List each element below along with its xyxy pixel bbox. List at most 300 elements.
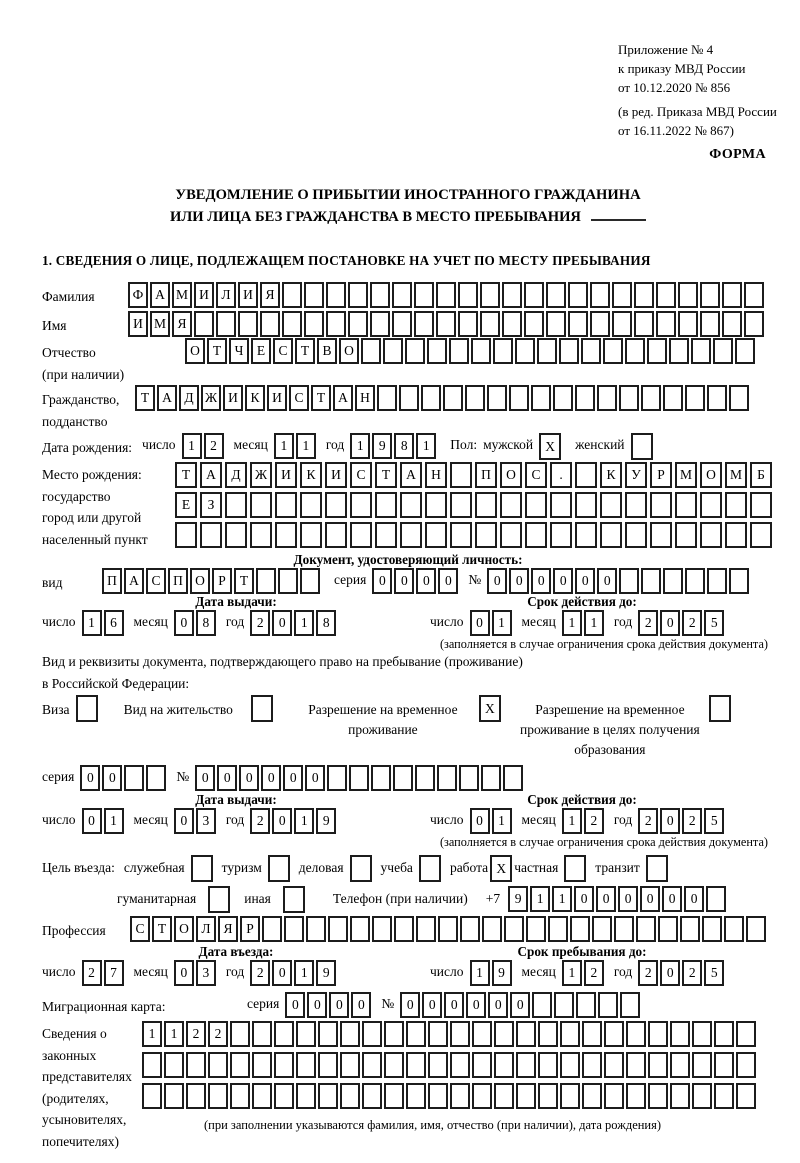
form-cell[interactable]: 5 bbox=[704, 610, 724, 636]
form-cell[interactable] bbox=[375, 522, 397, 548]
form-cell[interactable] bbox=[394, 916, 414, 942]
form-cell[interactable]: Я bbox=[260, 282, 280, 308]
form-cell[interactable]: 0 bbox=[597, 568, 617, 594]
form-cell[interactable]: О bbox=[500, 462, 522, 488]
form-cell[interactable] bbox=[370, 311, 390, 337]
form-cell[interactable]: 8 bbox=[316, 610, 336, 636]
form-cell[interactable] bbox=[415, 765, 435, 791]
form-cell[interactable]: Д bbox=[225, 462, 247, 488]
form-cell[interactable]: П bbox=[475, 462, 497, 488]
form-cell[interactable]: 5 bbox=[704, 808, 724, 834]
form-cell[interactable]: X bbox=[490, 855, 512, 882]
form-cell[interactable] bbox=[648, 1052, 668, 1078]
form-cell[interactable] bbox=[663, 385, 683, 411]
form-cell[interactable]: С bbox=[525, 462, 547, 488]
form-cell[interactable]: 1 bbox=[294, 610, 314, 636]
form-cell[interactable]: 1 bbox=[182, 433, 202, 459]
form-cell[interactable] bbox=[614, 916, 634, 942]
form-cell[interactable] bbox=[707, 568, 727, 594]
form-cell[interactable]: С bbox=[273, 338, 293, 364]
form-cell[interactable]: 0 bbox=[351, 992, 371, 1018]
form-cell[interactable] bbox=[722, 282, 742, 308]
form-cell[interactable] bbox=[399, 385, 419, 411]
form-cell[interactable] bbox=[274, 1083, 294, 1109]
form-cell[interactable] bbox=[570, 916, 590, 942]
form-cell[interactable] bbox=[604, 1052, 624, 1078]
form-cell[interactable] bbox=[428, 1021, 448, 1047]
form-cell[interactable] bbox=[142, 1052, 162, 1078]
form-cell[interactable] bbox=[675, 522, 697, 548]
form-cell[interactable]: 0 bbox=[487, 568, 507, 594]
form-cell[interactable] bbox=[706, 886, 726, 912]
form-cell[interactable] bbox=[626, 1021, 646, 1047]
form-cell[interactable]: 0 bbox=[283, 765, 303, 791]
form-cell[interactable] bbox=[663, 568, 683, 594]
form-cell[interactable] bbox=[504, 916, 524, 942]
form-cell[interactable]: А bbox=[150, 282, 170, 308]
form-cell[interactable] bbox=[164, 1083, 184, 1109]
form-cell[interactable]: 0 bbox=[372, 568, 392, 594]
form-cell[interactable]: М bbox=[675, 462, 697, 488]
form-cell[interactable] bbox=[230, 1083, 250, 1109]
form-cell[interactable] bbox=[375, 492, 397, 518]
form-cell[interactable] bbox=[465, 385, 485, 411]
form-cell[interactable] bbox=[208, 886, 230, 913]
form-cell[interactable] bbox=[350, 492, 372, 518]
form-cell[interactable] bbox=[560, 1052, 580, 1078]
form-cell[interactable]: Т bbox=[175, 462, 197, 488]
form-cell[interactable]: Е bbox=[251, 338, 271, 364]
form-cell[interactable]: 0 bbox=[261, 765, 281, 791]
form-cell[interactable]: 2 bbox=[638, 610, 658, 636]
form-cell[interactable]: 2 bbox=[250, 808, 270, 834]
form-cell[interactable] bbox=[256, 568, 276, 594]
form-cell[interactable]: К bbox=[300, 462, 322, 488]
form-cell[interactable] bbox=[421, 385, 441, 411]
form-cell[interactable] bbox=[304, 282, 324, 308]
form-cell[interactable]: 0 bbox=[394, 568, 414, 594]
form-cell[interactable]: 0 bbox=[660, 960, 680, 986]
form-cell[interactable] bbox=[392, 311, 412, 337]
form-cell[interactable] bbox=[500, 492, 522, 518]
form-cell[interactable]: 0 bbox=[444, 992, 464, 1018]
form-cell[interactable] bbox=[377, 385, 397, 411]
form-cell[interactable] bbox=[275, 522, 297, 548]
form-cell[interactable] bbox=[531, 385, 551, 411]
form-cell[interactable]: О bbox=[185, 338, 205, 364]
form-cell[interactable] bbox=[709, 695, 731, 722]
form-cell[interactable] bbox=[238, 311, 258, 337]
form-cell[interactable] bbox=[658, 916, 678, 942]
form-cell[interactable] bbox=[600, 522, 622, 548]
form-cell[interactable]: 2 bbox=[208, 1021, 228, 1047]
form-cell[interactable]: И bbox=[128, 311, 148, 337]
form-cell[interactable]: 8 bbox=[196, 610, 216, 636]
form-cell[interactable] bbox=[634, 282, 654, 308]
form-cell[interactable] bbox=[450, 462, 472, 488]
form-cell[interactable] bbox=[340, 1021, 360, 1047]
form-cell[interactable] bbox=[419, 855, 441, 882]
form-cell[interactable] bbox=[625, 492, 647, 518]
form-cell[interactable]: И bbox=[267, 385, 287, 411]
form-cell[interactable]: А bbox=[400, 462, 422, 488]
form-cell[interactable] bbox=[458, 311, 478, 337]
form-cell[interactable]: 0 bbox=[470, 808, 490, 834]
form-cell[interactable]: 0 bbox=[272, 808, 292, 834]
form-cell[interactable] bbox=[348, 311, 368, 337]
form-cell[interactable]: Р bbox=[240, 916, 260, 942]
form-cell[interactable] bbox=[449, 338, 469, 364]
form-cell[interactable] bbox=[713, 338, 733, 364]
form-cell[interactable] bbox=[560, 1021, 580, 1047]
form-cell[interactable] bbox=[592, 916, 612, 942]
form-cell[interactable] bbox=[458, 282, 478, 308]
form-cell[interactable]: Д bbox=[179, 385, 199, 411]
form-cell[interactable] bbox=[400, 522, 422, 548]
form-cell[interactable] bbox=[436, 282, 456, 308]
form-cell[interactable] bbox=[700, 311, 720, 337]
form-cell[interactable] bbox=[480, 282, 500, 308]
form-cell[interactable] bbox=[736, 1083, 756, 1109]
form-cell[interactable] bbox=[250, 492, 272, 518]
form-cell[interactable] bbox=[646, 855, 668, 882]
form-cell[interactable] bbox=[700, 492, 722, 518]
form-cell[interactable] bbox=[300, 492, 322, 518]
form-cell[interactable]: О bbox=[190, 568, 210, 594]
form-cell[interactable] bbox=[722, 311, 742, 337]
form-cell[interactable] bbox=[124, 765, 144, 791]
form-cell[interactable] bbox=[406, 1052, 426, 1078]
form-cell[interactable]: 0 bbox=[416, 568, 436, 594]
form-cell[interactable] bbox=[260, 311, 280, 337]
form-cell[interactable]: 0 bbox=[307, 992, 327, 1018]
form-cell[interactable] bbox=[744, 282, 764, 308]
form-cell[interactable]: 0 bbox=[239, 765, 259, 791]
form-cell[interactable] bbox=[450, 1083, 470, 1109]
form-cell[interactable] bbox=[438, 916, 458, 942]
form-cell[interactable]: Н bbox=[425, 462, 447, 488]
form-cell[interactable]: А bbox=[333, 385, 353, 411]
form-cell[interactable] bbox=[384, 1052, 404, 1078]
form-cell[interactable] bbox=[553, 385, 573, 411]
form-cell[interactable]: 2 bbox=[250, 960, 270, 986]
form-cell[interactable] bbox=[296, 1083, 316, 1109]
form-cell[interactable] bbox=[700, 282, 720, 308]
form-cell[interactable] bbox=[537, 338, 557, 364]
form-cell[interactable]: 3 bbox=[196, 960, 216, 986]
form-cell[interactable] bbox=[625, 338, 645, 364]
form-cell[interactable] bbox=[340, 1083, 360, 1109]
form-cell[interactable]: А bbox=[200, 462, 222, 488]
form-cell[interactable]: 0 bbox=[596, 886, 616, 912]
form-cell[interactable] bbox=[262, 916, 282, 942]
form-cell[interactable] bbox=[186, 1083, 206, 1109]
form-cell[interactable]: 2 bbox=[250, 610, 270, 636]
form-cell[interactable] bbox=[550, 522, 572, 548]
form-cell[interactable] bbox=[274, 1021, 294, 1047]
form-cell[interactable] bbox=[416, 916, 436, 942]
form-cell[interactable] bbox=[714, 1083, 734, 1109]
form-cell[interactable]: 1 bbox=[294, 960, 314, 986]
form-cell[interactable] bbox=[590, 311, 610, 337]
form-cell[interactable] bbox=[516, 1083, 536, 1109]
form-cell[interactable] bbox=[500, 522, 522, 548]
form-cell[interactable] bbox=[650, 522, 672, 548]
form-cell[interactable] bbox=[546, 282, 566, 308]
form-cell[interactable] bbox=[619, 568, 639, 594]
form-cell[interactable]: Т bbox=[311, 385, 331, 411]
form-cell[interactable] bbox=[76, 695, 98, 722]
form-cell[interactable] bbox=[648, 1083, 668, 1109]
form-cell[interactable]: 2 bbox=[682, 610, 702, 636]
form-cell[interactable] bbox=[296, 1052, 316, 1078]
form-cell[interactable] bbox=[494, 1021, 514, 1047]
form-cell[interactable] bbox=[634, 311, 654, 337]
form-cell[interactable] bbox=[744, 311, 764, 337]
form-cell[interactable] bbox=[576, 992, 596, 1018]
form-cell[interactable] bbox=[328, 916, 348, 942]
form-cell[interactable]: 7 bbox=[104, 960, 124, 986]
form-cell[interactable]: И bbox=[238, 282, 258, 308]
form-cell[interactable] bbox=[750, 522, 772, 548]
form-cell[interactable]: 0 bbox=[305, 765, 325, 791]
form-cell[interactable] bbox=[620, 992, 640, 1018]
form-cell[interactable] bbox=[414, 311, 434, 337]
form-cell[interactable]: 2 bbox=[584, 808, 604, 834]
form-cell[interactable]: Т bbox=[135, 385, 155, 411]
form-cell[interactable]: 0 bbox=[466, 992, 486, 1018]
form-cell[interactable]: 0 bbox=[660, 808, 680, 834]
form-cell[interactable] bbox=[406, 1021, 426, 1047]
form-cell[interactable] bbox=[325, 522, 347, 548]
form-cell[interactable]: Ч bbox=[229, 338, 249, 364]
form-cell[interactable] bbox=[692, 1083, 712, 1109]
form-cell[interactable] bbox=[691, 338, 711, 364]
form-cell[interactable] bbox=[175, 522, 197, 548]
form-cell[interactable] bbox=[619, 385, 639, 411]
form-cell[interactable] bbox=[405, 338, 425, 364]
form-cell[interactable]: М bbox=[150, 311, 170, 337]
form-cell[interactable] bbox=[656, 282, 676, 308]
form-cell[interactable] bbox=[538, 1083, 558, 1109]
form-cell[interactable] bbox=[502, 311, 522, 337]
form-cell[interactable] bbox=[406, 1083, 426, 1109]
form-cell[interactable] bbox=[427, 338, 447, 364]
form-cell[interactable] bbox=[524, 311, 544, 337]
form-cell[interactable] bbox=[384, 1083, 404, 1109]
form-cell[interactable] bbox=[626, 1052, 646, 1078]
form-cell[interactable] bbox=[191, 855, 213, 882]
form-cell[interactable]: 6 bbox=[104, 610, 124, 636]
form-cell[interactable]: 0 bbox=[553, 568, 573, 594]
form-cell[interactable]: 9 bbox=[508, 886, 528, 912]
form-cell[interactable] bbox=[590, 282, 610, 308]
form-cell[interactable]: 9 bbox=[372, 433, 392, 459]
form-cell[interactable] bbox=[600, 492, 622, 518]
form-cell[interactable]: П bbox=[168, 568, 188, 594]
form-cell[interactable] bbox=[472, 1021, 492, 1047]
form-cell[interactable] bbox=[425, 522, 447, 548]
form-cell[interactable] bbox=[524, 282, 544, 308]
form-cell[interactable] bbox=[459, 765, 479, 791]
form-cell[interactable] bbox=[383, 338, 403, 364]
form-cell[interactable] bbox=[581, 338, 601, 364]
form-cell[interactable]: 0 bbox=[422, 992, 442, 1018]
form-cell[interactable]: Н bbox=[355, 385, 375, 411]
form-cell[interactable] bbox=[296, 1021, 316, 1047]
form-cell[interactable] bbox=[670, 1052, 690, 1078]
form-cell[interactable]: С bbox=[350, 462, 372, 488]
form-cell[interactable]: 0 bbox=[575, 568, 595, 594]
form-cell[interactable] bbox=[200, 522, 222, 548]
form-cell[interactable] bbox=[252, 1021, 272, 1047]
form-cell[interactable] bbox=[736, 1021, 756, 1047]
form-cell[interactable]: 1 bbox=[562, 808, 582, 834]
form-cell[interactable] bbox=[735, 338, 755, 364]
form-cell[interactable]: 1 bbox=[296, 433, 316, 459]
form-cell[interactable] bbox=[678, 311, 698, 337]
form-cell[interactable]: 1 bbox=[104, 808, 124, 834]
form-cell[interactable] bbox=[625, 522, 647, 548]
form-cell[interactable]: В bbox=[317, 338, 337, 364]
form-cell[interactable] bbox=[597, 385, 617, 411]
form-cell[interactable]: И bbox=[325, 462, 347, 488]
form-cell[interactable]: Р bbox=[212, 568, 232, 594]
form-cell[interactable] bbox=[750, 492, 772, 518]
form-cell[interactable] bbox=[208, 1083, 228, 1109]
form-cell[interactable] bbox=[550, 492, 572, 518]
form-cell[interactable] bbox=[283, 886, 305, 913]
form-cell[interactable]: А bbox=[157, 385, 177, 411]
form-cell[interactable] bbox=[146, 765, 166, 791]
form-cell[interactable] bbox=[647, 338, 667, 364]
form-cell[interactable]: . bbox=[550, 462, 572, 488]
form-cell[interactable] bbox=[714, 1052, 734, 1078]
form-cell[interactable]: 0 bbox=[574, 886, 594, 912]
form-cell[interactable]: 0 bbox=[470, 610, 490, 636]
form-cell[interactable] bbox=[560, 1083, 580, 1109]
form-cell[interactable]: Ф bbox=[128, 282, 148, 308]
form-cell[interactable] bbox=[475, 522, 497, 548]
form-cell[interactable]: 0 bbox=[174, 960, 194, 986]
form-cell[interactable] bbox=[575, 522, 597, 548]
form-cell[interactable] bbox=[282, 282, 302, 308]
form-cell[interactable]: И bbox=[194, 282, 214, 308]
form-cell[interactable]: 0 bbox=[272, 610, 292, 636]
form-cell[interactable] bbox=[361, 338, 381, 364]
form-cell[interactable] bbox=[487, 385, 507, 411]
form-cell[interactable] bbox=[648, 1021, 668, 1047]
form-cell[interactable] bbox=[284, 916, 304, 942]
form-cell[interactable]: X bbox=[479, 695, 501, 722]
form-cell[interactable] bbox=[340, 1052, 360, 1078]
form-cell[interactable] bbox=[252, 1083, 272, 1109]
form-cell[interactable]: 1 bbox=[416, 433, 436, 459]
form-cell[interactable] bbox=[275, 492, 297, 518]
form-cell[interactable] bbox=[568, 311, 588, 337]
form-cell[interactable]: 0 bbox=[400, 992, 420, 1018]
form-cell[interactable] bbox=[208, 1052, 228, 1078]
form-cell[interactable]: 9 bbox=[492, 960, 512, 986]
form-cell[interactable] bbox=[274, 1052, 294, 1078]
form-cell[interactable] bbox=[680, 916, 700, 942]
form-cell[interactable]: 1 bbox=[274, 433, 294, 459]
form-cell[interactable] bbox=[472, 1052, 492, 1078]
form-cell[interactable]: 0 bbox=[285, 992, 305, 1018]
form-cell[interactable]: И bbox=[275, 462, 297, 488]
form-cell[interactable]: 2 bbox=[584, 960, 604, 986]
form-cell[interactable] bbox=[525, 522, 547, 548]
form-cell[interactable] bbox=[392, 282, 412, 308]
form-cell[interactable] bbox=[746, 916, 766, 942]
form-cell[interactable]: Я bbox=[172, 311, 192, 337]
form-cell[interactable] bbox=[650, 492, 672, 518]
form-cell[interactable] bbox=[729, 568, 749, 594]
form-cell[interactable]: 1 bbox=[142, 1021, 162, 1047]
form-cell[interactable]: А bbox=[124, 568, 144, 594]
form-cell[interactable] bbox=[304, 311, 324, 337]
form-cell[interactable]: М bbox=[172, 282, 192, 308]
form-cell[interactable] bbox=[350, 522, 372, 548]
form-cell[interactable] bbox=[692, 1052, 712, 1078]
form-cell[interactable] bbox=[516, 1021, 536, 1047]
form-cell[interactable] bbox=[318, 1021, 338, 1047]
form-cell[interactable] bbox=[225, 492, 247, 518]
form-cell[interactable] bbox=[494, 1052, 514, 1078]
form-cell[interactable] bbox=[559, 338, 579, 364]
form-cell[interactable]: 0 bbox=[531, 568, 551, 594]
form-cell[interactable] bbox=[612, 311, 632, 337]
form-cell[interactable]: Е bbox=[175, 492, 197, 518]
form-cell[interactable]: Р bbox=[650, 462, 672, 488]
form-cell[interactable]: 0 bbox=[82, 808, 102, 834]
form-cell[interactable] bbox=[582, 1052, 602, 1078]
form-cell[interactable] bbox=[318, 1052, 338, 1078]
form-cell[interactable] bbox=[670, 1083, 690, 1109]
form-cell[interactable]: 0 bbox=[174, 808, 194, 834]
form-cell[interactable]: Т bbox=[375, 462, 397, 488]
form-cell[interactable] bbox=[450, 522, 472, 548]
form-cell[interactable] bbox=[225, 522, 247, 548]
form-cell[interactable] bbox=[509, 385, 529, 411]
form-cell[interactable] bbox=[326, 311, 346, 337]
form-cell[interactable]: 1 bbox=[492, 808, 512, 834]
form-cell[interactable]: X bbox=[539, 433, 561, 460]
form-cell[interactable] bbox=[216, 311, 236, 337]
form-cell[interactable] bbox=[371, 765, 391, 791]
form-cell[interactable] bbox=[707, 385, 727, 411]
form-cell[interactable] bbox=[326, 282, 346, 308]
form-cell[interactable]: У bbox=[625, 462, 647, 488]
form-cell[interactable] bbox=[300, 568, 320, 594]
form-cell[interactable] bbox=[362, 1083, 382, 1109]
form-cell[interactable] bbox=[575, 385, 595, 411]
form-cell[interactable] bbox=[370, 282, 390, 308]
form-cell[interactable]: 0 bbox=[488, 992, 508, 1018]
form-cell[interactable] bbox=[251, 695, 273, 722]
form-cell[interactable]: С bbox=[146, 568, 166, 594]
form-cell[interactable]: 1 bbox=[562, 960, 582, 986]
form-cell[interactable] bbox=[481, 765, 501, 791]
form-cell[interactable] bbox=[475, 492, 497, 518]
form-cell[interactable] bbox=[436, 311, 456, 337]
form-cell[interactable]: 0 bbox=[509, 568, 529, 594]
form-cell[interactable] bbox=[230, 1021, 250, 1047]
form-cell[interactable] bbox=[349, 765, 369, 791]
form-cell[interactable]: И bbox=[223, 385, 243, 411]
form-cell[interactable] bbox=[582, 1021, 602, 1047]
form-cell[interactable] bbox=[362, 1052, 382, 1078]
